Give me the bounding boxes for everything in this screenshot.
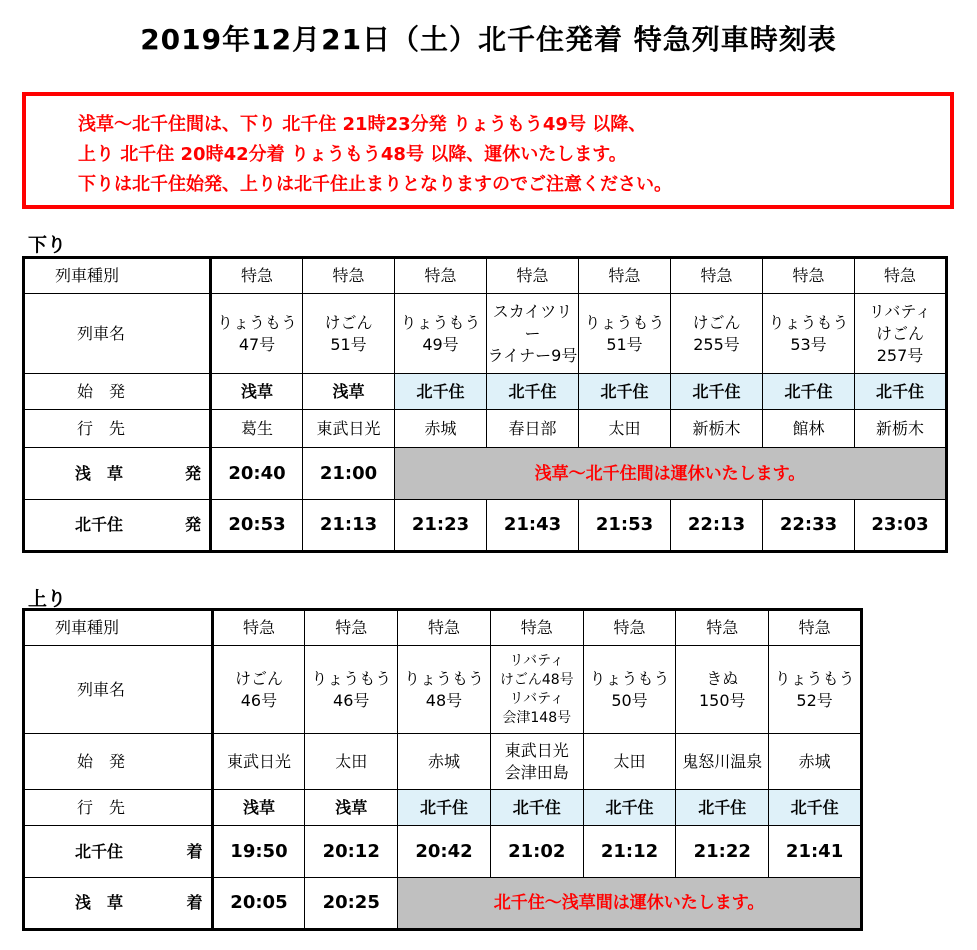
origin-header-text: 始 発 — [77, 751, 126, 771]
station-suffix: 発 — [184, 515, 201, 534]
train-origin: 北千住 — [395, 374, 487, 410]
train-dest: 浅草 — [212, 790, 305, 826]
cell-line: 会津148号 — [502, 709, 572, 726]
origin-header — [24, 734, 213, 790]
row-origin — [24, 374, 947, 410]
up-timetable — [22, 608, 863, 931]
type-header-text: 列車種別 — [55, 618, 120, 637]
train-name — [212, 646, 305, 734]
cell-line: 51号 — [330, 334, 367, 354]
train-dest: 葛生 — [211, 410, 303, 448]
cell-line: りょうもう — [584, 312, 665, 332]
cell-line: 48号 — [425, 690, 463, 710]
cell-line: 赤城 — [798, 751, 831, 771]
section-label-up: 上り — [28, 588, 67, 610]
train-dest: 浅草 — [305, 790, 398, 826]
train-origin: 北千住 — [579, 374, 671, 410]
time-kitasenju: 21:53 — [579, 500, 671, 552]
train-origin: 北千住 — [855, 374, 947, 410]
train-origin — [769, 734, 862, 790]
train-type: 特急 — [395, 258, 487, 294]
time-asakusa: 20:05 — [212, 878, 305, 930]
cell-line: リバティ — [509, 652, 564, 669]
time-kitasenju: 19:50 — [212, 826, 305, 878]
cell-line: 太田 — [613, 751, 646, 771]
notice-line: 上り 北千住 20時42分着 りょうもう48号 以降、運休いたします。 — [78, 144, 627, 165]
train-name — [676, 646, 769, 734]
train-type: 特急 — [303, 258, 395, 294]
train-name — [490, 646, 583, 734]
time-kitasenju: 20:12 — [305, 826, 398, 878]
cell-line: 255号 — [693, 334, 740, 354]
cell-line: りょうもう — [216, 312, 297, 332]
time-kitasenju: 22:33 — [763, 500, 855, 552]
cell-line: 50号 — [611, 690, 648, 710]
train-origin — [398, 734, 491, 790]
train-dest: 新栃木 — [671, 410, 763, 448]
down-timetable — [22, 256, 948, 553]
station-name: 浅 草 — [75, 893, 124, 912]
train-name — [583, 646, 676, 734]
train-name — [487, 294, 579, 374]
kitasenju-header-wrap — [25, 841, 211, 863]
train-dest: 北千住 — [398, 790, 491, 826]
notice-line: 下りは北千住始発、上りは北千住止まりとなりますのでご注意ください。 — [78, 174, 672, 195]
dest-header-text: 行 先 — [77, 797, 126, 817]
cell-line: 49号 — [422, 334, 459, 354]
train-origin: 北千住 — [763, 374, 855, 410]
cell-line: けごん — [875, 323, 924, 343]
kitasenju-header-wrap — [25, 514, 209, 536]
cell-line: けごん — [324, 312, 373, 332]
train-type: 特急 — [398, 610, 491, 646]
cell-line: りょうもう — [589, 668, 670, 688]
train-name — [769, 646, 862, 734]
train-type: 特急 — [769, 610, 862, 646]
train-name — [398, 646, 491, 734]
train-origin: 北千住 — [671, 374, 763, 410]
cell-line: 53号 — [790, 334, 827, 354]
notice-line: 浅草～北千住間は、下り 北千住 21時23分発 りょうもう49号 以降、 — [78, 114, 647, 135]
train-origin — [676, 734, 769, 790]
cell-line: 太田 — [335, 751, 368, 771]
cell-line: ライナー9号 — [487, 345, 578, 365]
train-origin: 浅草 — [303, 374, 395, 410]
cell-line: 鬼怒川温泉 — [682, 751, 763, 771]
type-header-text: 列車種別 — [55, 266, 120, 285]
row-origin — [24, 734, 862, 790]
page-title: 2019年12月21日（土）北千住発着 特急列車時刻表 — [140, 23, 837, 56]
train-origin — [305, 734, 398, 790]
train-name — [303, 294, 395, 374]
section-label-down: 下り — [28, 234, 67, 256]
train-type: 特急 — [211, 258, 303, 294]
row-type — [24, 610, 862, 646]
name-header — [24, 294, 211, 374]
cell-line: 46号 — [240, 690, 278, 710]
train-type: 特急 — [671, 258, 763, 294]
train-type: 特急 — [763, 258, 855, 294]
cell-line: りょうもう — [403, 668, 484, 688]
cell-line: 東武日光 — [226, 751, 291, 771]
train-origin: 北千住 — [487, 374, 579, 410]
train-origin: 浅草 — [211, 374, 303, 410]
cell-line: けごん48号 — [499, 671, 574, 688]
origin-header-text: 始 発 — [77, 381, 126, 401]
asakusa-header — [24, 448, 211, 500]
row-type — [24, 258, 947, 294]
row-name — [24, 294, 947, 374]
suspension-cell: 北千住～浅草間は運休いたします。 — [398, 878, 862, 930]
time-asakusa: 20:40 — [211, 448, 303, 500]
cell-line: りょうもう — [400, 312, 481, 332]
name-header — [24, 646, 213, 734]
train-dest: 東武日光 — [303, 410, 395, 448]
train-type: 特急 — [579, 258, 671, 294]
asakusa-header-wrap — [25, 463, 209, 485]
name-header-text: 列車名 — [77, 679, 126, 699]
row-kitasenju — [24, 500, 947, 552]
type-header — [24, 610, 213, 646]
dest-header — [24, 790, 213, 826]
cell-line: 東武日光 — [504, 740, 569, 760]
train-name — [855, 294, 947, 374]
train-name — [579, 294, 671, 374]
train-origin — [212, 734, 305, 790]
asakusa-header-wrap — [25, 892, 211, 914]
time-kitasenju: 21:23 — [395, 500, 487, 552]
dest-header — [24, 410, 211, 448]
time-kitasenju: 21:22 — [676, 826, 769, 878]
cell-line: 150号 — [699, 690, 746, 710]
name-header-text: 列車名 — [77, 323, 126, 343]
time-asakusa: 20:25 — [305, 878, 398, 930]
train-name — [671, 294, 763, 374]
row-asakusa — [24, 448, 947, 500]
time-kitasenju: 20:42 — [398, 826, 491, 878]
time-asakusa: 21:00 — [303, 448, 395, 500]
time-kitasenju: 21:41 — [769, 826, 862, 878]
cell-line: 51号 — [606, 334, 643, 354]
type-header — [24, 258, 211, 294]
train-name — [305, 646, 398, 734]
cell-line: 46号 — [333, 690, 370, 710]
time-kitasenju: 21:12 — [583, 826, 676, 878]
row-kitasenju — [24, 826, 862, 878]
time-kitasenju: 21:43 — [487, 500, 579, 552]
train-dest: 太田 — [579, 410, 671, 448]
cell-line: けごん — [692, 312, 741, 332]
cell-line: 52号 — [796, 690, 833, 710]
time-kitasenju: 21:13 — [303, 500, 395, 552]
row-asakusa — [24, 878, 862, 930]
cell-line: りょうもう — [311, 668, 392, 688]
time-kitasenju: 20:53 — [211, 500, 303, 552]
cell-line: けごん — [234, 668, 283, 688]
train-dest: 新栃木 — [855, 410, 947, 448]
station-name: 浅 草 — [75, 463, 124, 483]
train-name — [211, 294, 303, 374]
train-type: 特急 — [490, 610, 583, 646]
row-dest — [24, 410, 947, 448]
station-name: 北千住 — [75, 515, 124, 534]
train-type: 特急 — [583, 610, 676, 646]
kitasenju-header — [24, 500, 211, 552]
station-name: 北千住 — [75, 841, 124, 861]
cell-line: 赤城 — [427, 751, 460, 771]
cell-line: りょうもう — [774, 668, 855, 688]
train-origin — [490, 734, 583, 790]
train-dest: 北千住 — [676, 790, 769, 826]
train-type: 特急 — [855, 258, 947, 294]
time-kitasenju: 23:03 — [855, 500, 947, 552]
dest-header-text: 行 先 — [77, 418, 126, 438]
kitasenju-header — [24, 826, 213, 878]
train-name — [395, 294, 487, 374]
cell-line: 会津田島 — [504, 762, 569, 782]
row-name — [24, 646, 862, 734]
cell-line: 257号 — [876, 345, 924, 365]
train-type: 特急 — [487, 258, 579, 294]
train-dest: 北千住 — [490, 790, 583, 826]
station-suffix: 着 — [186, 893, 203, 912]
cell-line: りょうもう — [768, 312, 849, 332]
suspension-notice — [22, 92, 954, 209]
time-kitasenju: 21:02 — [490, 826, 583, 878]
asakusa-header — [24, 878, 213, 930]
cell-line: リバティ — [868, 301, 932, 321]
train-origin — [583, 734, 676, 790]
cell-line: きぬ — [706, 668, 739, 688]
train-type: 特急 — [212, 610, 305, 646]
cell-line: リバティ — [509, 690, 564, 707]
suspension-cell: 浅草～北千住間は運休いたします。 — [395, 448, 947, 500]
train-dest: 館林 — [763, 410, 855, 448]
station-suffix: 着 — [186, 841, 203, 861]
time-kitasenju: 22:13 — [671, 500, 763, 552]
station-suffix: 発 — [184, 463, 201, 483]
row-dest — [24, 790, 862, 826]
train-type: 特急 — [305, 610, 398, 646]
train-dest: 赤城 — [395, 410, 487, 448]
train-dest: 北千住 — [769, 790, 862, 826]
cell-line: スカイツリー — [492, 301, 573, 343]
cell-line: 47号 — [238, 334, 276, 354]
train-dest: 北千住 — [583, 790, 676, 826]
train-name — [763, 294, 855, 374]
origin-header — [24, 374, 211, 410]
train-type: 特急 — [676, 610, 769, 646]
train-dest: 春日部 — [487, 410, 579, 448]
